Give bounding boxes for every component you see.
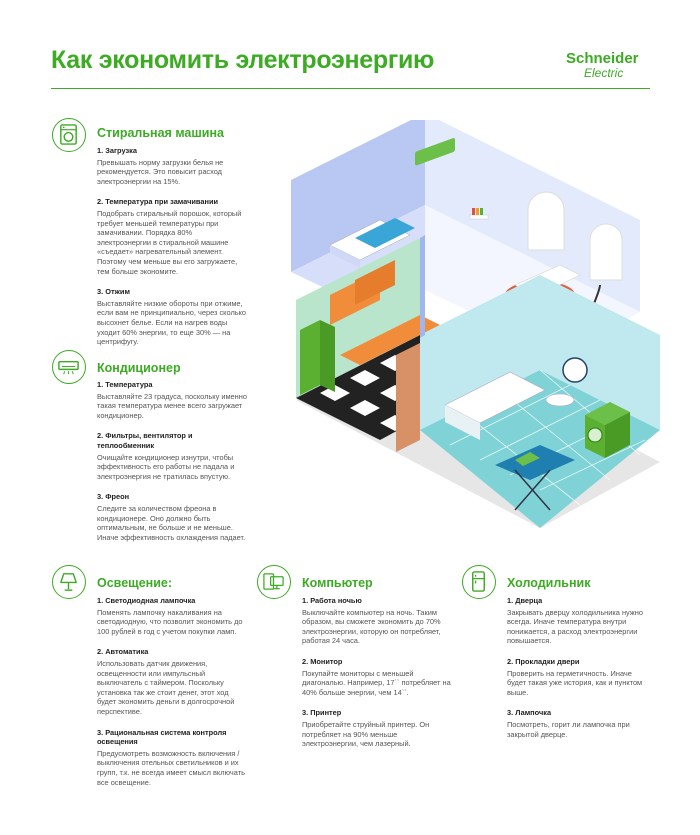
- house-illustration: [285, 120, 660, 540]
- washer-tip-2-heading: 2. Температура при замачивании: [97, 197, 219, 207]
- fridge-tip-1-text: Закрывать дверцу холодильника нужно всегда. Иначе температура внутри понижается, а расход электроэнергии повышается.: [507, 607, 643, 646]
- washer-tip-2-text: Подобрать стиральный порошок, который требует меньшей температуры при замачивании. Порядка 80% электроэнергии в стиральной машине «съедает» нагревательный элемент. Поэтому чем меньше вы его загружаете, тем больше экономите.: [97, 208, 242, 276]
- lighting-tip-1-heading: 1. Светодиодная лампочка: [97, 596, 196, 605]
- header-divider: [51, 88, 650, 89]
- computer-title: Компьютер: [302, 576, 373, 590]
- lighting-tip-2-heading: 2. Автоматика: [97, 647, 149, 657]
- fridge-title: Холодильник: [507, 576, 591, 590]
- computer-tip-2-text: Покупайте мониторы с меньшей диагональю. Например, 17`` потребляет на 40% больше энергии, чем 14``.: [302, 668, 451, 697]
- air-conditioner-icon: [52, 350, 86, 384]
- lamp-icon: [52, 565, 86, 599]
- fridge-tip-2-text: Проверить на герметичность. Иначе будет такая уже история, как и пунктом выше.: [507, 668, 643, 697]
- ac-tip-3-heading: 3. Фреон: [97, 492, 130, 502]
- logo-line1: Schneider: [566, 50, 639, 67]
- logo-line2: Electric: [584, 66, 624, 80]
- fridge: [300, 320, 320, 395]
- computer-tip-1-text: Выключайте компьютер на ночь. Таким образом, вы сможете экономить до 70% электроэнергии, которую он потребляет, работая 24 часа.: [302, 607, 441, 646]
- washing-machine-icon: [52, 118, 86, 152]
- fridge-icon: [462, 565, 496, 599]
- washer-title: Стиральная машина: [97, 126, 224, 140]
- washer-tip-1-heading: 1. Загрузка: [97, 146, 137, 155]
- fridge-tip-2-heading: 2. Прокладки двери: [507, 656, 580, 666]
- ac-tip-1-heading: 1. Температура: [97, 380, 153, 389]
- ac-tip-2-heading: 2. Фильтры, вентилятор и теплообменник: [97, 431, 193, 450]
- fridge-tips: [507, 596, 652, 739]
- washer-tip-3-heading: 3. Отжим: [97, 287, 130, 297]
- fridge-tip-3-text: Посмотреть, горит ли лампочка при закрытой дверце.: [507, 719, 630, 739]
- ac-title: Кондиционер: [97, 361, 181, 375]
- fridge-tip-1-heading: 1. Дверца: [507, 596, 543, 605]
- computer-tip-3-text: Приобретайте струйный принтер. Он потребляет на 90% меньше электроэнергии, чем лазерный.: [302, 719, 430, 749]
- computer-tip-3-heading: 3. Принтер: [302, 708, 342, 718]
- ac-tip-2-text: Очищайте кондиционер изнутри, чтобы эффективность его работы не падала и электроэнергия не тратилась впустую.: [97, 452, 235, 481]
- ac-tips: [97, 380, 247, 542]
- fridge-tip-3-heading: 3. Лампочка: [507, 708, 552, 718]
- computer-tip-1-heading: 1. Работа ночью: [302, 596, 362, 605]
- lighting-tip-1-text: Поменять лампочку накаливания на светодиодную, что позволит экономить до 100 рублей в год с учетом покупки ламп.: [97, 607, 243, 636]
- page-title: Как экономить электроэнергию: [51, 46, 435, 74]
- ac-tip-1-text: Выставляйте 23 градуса, поскольку именно такая температура менее всего загружает кондиционер.: [97, 391, 247, 420]
- computer-tip-2-heading: 2. Монитор: [302, 656, 343, 666]
- washer-tip-1-text: Превышать норму загрузки белья не рекомендуется. Это повысит расход электроэнергии на 15%.: [97, 157, 224, 186]
- washer-tip-3-text: Выставляйте низкие обороты при отжиме, если вам не принципиально, через сколько высохнет белье. Если на нагрев воды уходит 60% энергии, то еще 30% — на центрифугу.: [97, 298, 247, 347]
- computer-icon: [257, 565, 291, 599]
- schneider-electric-logo: [566, 50, 650, 84]
- lighting-tips: [97, 596, 249, 787]
- lighting-title: Освещение:: [97, 576, 172, 590]
- washer-tips: [97, 146, 247, 347]
- lighting-tip-3-text: Предусмотреть возможность включения / выключения отельных светильников и их групп, т.к. не всегда имеет смысл включать все освещение.: [97, 748, 245, 787]
- computer-tips: [302, 596, 452, 749]
- lighting-tip-3-heading: 3. Рациональная система контроля освещения: [97, 727, 227, 747]
- lighting-tip-2-text: Использовать датчик движения, освещенности или импульсный выключатель с таймером. Поскольку установка так же стоит денег, этот ход будет экономить деньги в долгосрочной перспективе.: [97, 658, 235, 716]
- ac-tip-3-text: Следите за количеством фреона в кондиционере. Оно должно быть оптимальным, не больше и не меньше. Иначе эффективность охлаждения падает.: [97, 503, 246, 542]
